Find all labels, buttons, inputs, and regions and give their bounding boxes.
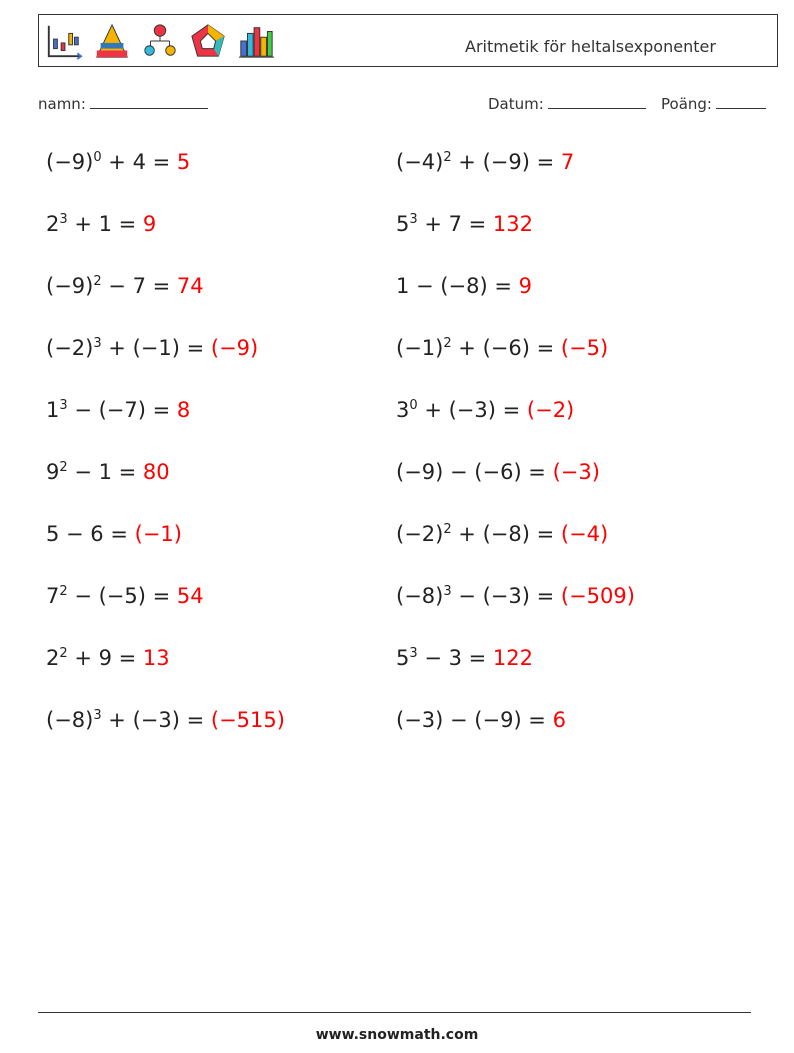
problem-base: (−1) — [396, 336, 444, 360]
problem-exponent: 2 — [443, 150, 452, 165]
problem — [396, 331, 746, 393]
problem-rest: + (−6) = — [451, 336, 561, 360]
score-field — [661, 94, 766, 113]
problem-base: 2 — [46, 212, 60, 236]
problem-answer: 74 — [176, 274, 204, 298]
footer-divider — [38, 1012, 751, 1013]
problem-answer: 132 — [492, 212, 534, 236]
problem-base: 1 — [46, 398, 60, 422]
problem-rest: + 7 = — [417, 212, 493, 236]
problem-row — [46, 641, 766, 703]
problem-row — [46, 207, 766, 269]
problem-exponent: 3 — [93, 708, 102, 723]
score-label: Poäng: — [661, 95, 712, 113]
problem-exponent: 2 — [59, 646, 68, 661]
problem-answer: 7 — [560, 150, 575, 174]
problem — [46, 331, 396, 393]
problem-rest: + (−3) = — [417, 398, 527, 422]
problem — [46, 393, 396, 455]
problem — [396, 207, 746, 269]
score-blank — [716, 94, 766, 109]
problem-base: (−8) — [46, 708, 94, 732]
problem-base: 5 — [396, 646, 410, 670]
problem — [46, 145, 396, 207]
bar-chart-icon — [237, 22, 275, 60]
problem-base: 5 − 6 = — [46, 522, 135, 546]
problem-answer: 8 — [176, 398, 191, 422]
problem-answer: 9 — [518, 274, 532, 298]
problem-rest: − (−3) = — [451, 584, 561, 608]
problem-answer: (−3) — [552, 460, 600, 484]
problem-exponent: 3 — [59, 212, 68, 227]
problem-exponent: 3 — [59, 398, 68, 413]
problem-base: (−2) — [396, 522, 444, 546]
page-title: Aritmetik för heltalsexponenter — [465, 37, 716, 56]
problem-row — [46, 145, 766, 207]
problem-base: 9 — [46, 460, 60, 484]
problem-rest: + (−9) = — [451, 150, 561, 174]
problem-row — [46, 393, 766, 455]
problem-answer: 80 — [142, 460, 170, 484]
problem — [46, 269, 396, 331]
name-label: namn: — [38, 95, 86, 113]
problem — [46, 517, 396, 579]
problem-answer: (−2) — [526, 398, 575, 422]
problem-base: 7 — [46, 584, 60, 608]
date-field — [488, 94, 646, 113]
problem-answer: (−509) — [560, 584, 635, 608]
problem-answer: 9 — [142, 212, 157, 236]
problem — [46, 703, 396, 765]
footer-url: www.snowmath.com — [315, 1027, 479, 1043]
problem-answer: 54 — [176, 584, 204, 608]
problem — [46, 455, 396, 517]
problem-row — [46, 579, 766, 641]
tree-diagram-icon — [141, 22, 179, 60]
problem-rest: − (−7) = — [67, 398, 177, 422]
candlestick-chart-icon — [45, 22, 83, 60]
problem — [396, 145, 746, 207]
date-label: Datum: — [488, 95, 544, 113]
problem-exponent: 2 — [59, 460, 68, 475]
problem — [46, 579, 396, 641]
problem-exponent: 3 — [443, 584, 452, 599]
problem-base: (−9) − (−6) = — [396, 460, 553, 484]
problem-exponent: 2 — [93, 274, 102, 289]
problem-answer: 6 — [552, 708, 566, 732]
problem-answer: 13 — [142, 646, 170, 670]
problem-row — [46, 703, 766, 765]
problem-rest: − 7 = — [101, 274, 177, 298]
problem-row — [46, 331, 766, 393]
problem-rest: + 1 = — [67, 212, 143, 236]
problem-row — [46, 269, 766, 331]
problem-answer: 122 — [492, 646, 534, 670]
problem-exponent: 3 — [409, 646, 418, 661]
problem — [396, 517, 746, 579]
logo-strip — [45, 21, 275, 61]
date-blank — [548, 94, 646, 109]
problem-exponent: 2 — [59, 584, 68, 599]
problem-answer: (−4) — [560, 522, 609, 546]
problem-answer: (−5) — [560, 336, 609, 360]
problem-exponent: 3 — [409, 212, 418, 227]
pyramid-chart-icon — [93, 22, 131, 60]
problem-row — [46, 517, 766, 579]
problem-exponent: 2 — [443, 522, 452, 537]
pentagon-chart-icon — [189, 22, 227, 60]
problem-exponent: 2 — [443, 336, 452, 351]
problem-row — [46, 455, 766, 517]
problem-base: (−4) — [396, 150, 444, 174]
problem-rest: + (−1) = — [101, 336, 211, 360]
problem-base: (−9) — [46, 274, 94, 298]
problem-rest: + 9 = — [67, 646, 143, 670]
problem — [396, 455, 746, 517]
problem-rest: + (−3) = — [101, 708, 211, 732]
problem-answer: (−9) — [210, 336, 259, 360]
problem-rest: + 4 = — [101, 150, 177, 174]
problem — [396, 703, 746, 765]
problem — [396, 641, 746, 703]
problem-rest: + (−8) = — [451, 522, 561, 546]
problem — [396, 393, 746, 455]
name-blank — [90, 94, 208, 109]
problem-exponent: 0 — [93, 150, 102, 165]
problem — [396, 269, 746, 331]
header-box — [38, 14, 778, 67]
problem — [396, 579, 746, 641]
problem-base: (−9) — [46, 150, 94, 174]
problem-rest: − 1 = — [67, 460, 143, 484]
problem-rest: − 3 = — [417, 646, 493, 670]
problem-exponent: 3 — [93, 336, 102, 351]
problem-base: 2 — [46, 646, 60, 670]
problem-answer: 5 — [176, 150, 191, 174]
problem-answer: (−1) — [134, 522, 182, 546]
problem-rest: − (−5) = — [67, 584, 177, 608]
problem-base: (−2) — [46, 336, 94, 360]
problem — [46, 207, 396, 269]
problem-base: 1 − (−8) = — [396, 274, 519, 298]
name-field — [38, 94, 208, 113]
problem-base: 3 — [396, 398, 410, 422]
problem-answer: (−515) — [210, 708, 285, 732]
problem-grid — [46, 145, 766, 765]
problem-base: (−8) — [396, 584, 444, 608]
problem-base: 5 — [396, 212, 410, 236]
problem — [46, 641, 396, 703]
problem-base: (−3) − (−9) = — [396, 708, 553, 732]
problem-exponent: 0 — [409, 398, 418, 413]
